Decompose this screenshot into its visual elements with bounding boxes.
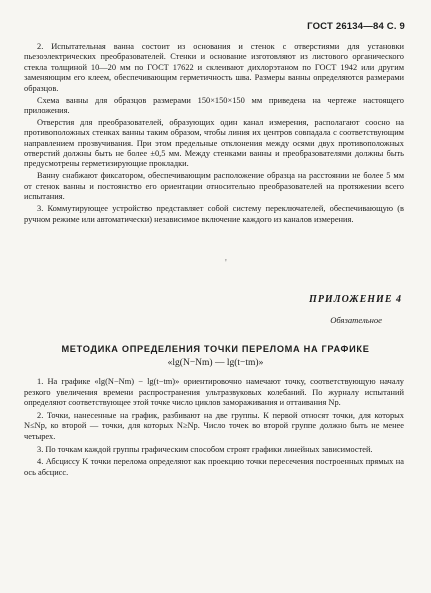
step-item: 2. Точки, нанесенные на график, разбивают на две группы. К первой относят точки, для которых N≤Np, ко второй — точки, для которых N≥Np. Число точек во второй группе должно быть не менее четырех. <box>24 410 404 441</box>
steps-list <box>24 377 404 480</box>
paragraph: Схема ванны для образцов размерами 150×150×150 мм приведена на чертеже настоящего приложения. <box>24 95 404 115</box>
appendix-subtitle: Обязательное <box>330 315 382 325</box>
appendix-title: ПРИЛОЖЕНИЕ 4 <box>309 294 402 305</box>
step-item: 3. По точкам каждой группы графическим способом строят графики линейных зависимостей. <box>37 444 373 454</box>
step-item: 1. На графике «lg(N−Nm) − lg(t−tm)» ориентировочно намечают точку, соответствующую началу резкого увеличения времени распространения ультразвуковых колебаний. По журналу испытаний определяют соответствующее этой точке число циклов замораживания и оттаивания Np. <box>24 377 404 408</box>
section-title: МЕТОДИКА ОПРЕДЕЛЕНИЯ ТОЧКИ ПЕРЕЛОМА НА ГРАФИКЕ <box>61 344 370 354</box>
paragraph: Отверстия для преобразователей, образующих один канал измерения, располагают соосно на противоположных стенках ванны таким образом, чтобы линия их центров совпадала с соответствующим направлением прозвучивания. При этом предельные отклонения между осями двух противоположных отверстий должны быть не более ±0,5 мм. Между стенками ванны и преобразователями должны быть предусмотрены герметизирующие прокладки. <box>24 117 404 169</box>
body-text <box>24 42 404 226</box>
paragraph: 2. Испытательная ванна состоит из основания и стенок с отверстиями для установки пьезоэлектрических преобразователей. Стенки и основание изготовляют из листового органического стекла толщиной 10—20 мм по ГОСТ 17622 и склеивают дихлорэтаном по ГОСТ 1942 или другим заменяющим его клеем, обеспечивающим герметичность шва. Размеры ванны определяются размерами образцов. <box>24 42 404 93</box>
paragraph: Ванну снабжают фиксатором, обеспечивающим расположение образца на расстоянии не более 5 мм от стенок ванны и постоянство его ориентации относительно преобразователей на протяжении всего испытания. <box>24 171 404 202</box>
stray-mark: ' <box>225 258 227 269</box>
page-header: ГОСТ 26134—84 С. 9 <box>307 21 405 32</box>
section-formula: «lg(N−Nm) — lg(t−tm)» <box>167 358 264 368</box>
step-item: 4. Абсциссу K точки перелома определяют как проекцию точки пересечения построенных прямых на ось абсцисс. <box>24 457 404 477</box>
paragraph: 3. Коммутирующее устройство представляет собой систему переключателей, обеспечивающую (в ручном режиме или автоматически) независимое включение каждого из каналов измерения. <box>24 204 404 224</box>
